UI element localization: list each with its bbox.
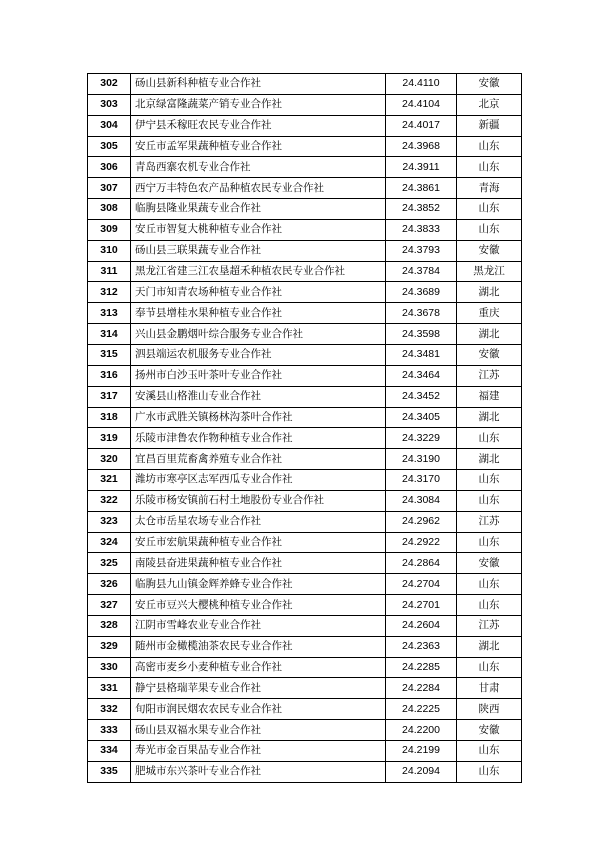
cooperative-name-cell: 兴山县金鹏烟叶综合服务专业合作社 <box>131 324 386 345</box>
score-cell: 24.2094 <box>386 761 457 782</box>
table-row <box>88 324 522 345</box>
province-cell: 甘肃 <box>457 678 522 699</box>
cooperative-name-cell: 临朐县隆业果蔬专业合作社 <box>131 199 386 220</box>
cooperative-name-cell: 青岛西寨农机专业合作社 <box>131 157 386 178</box>
rank-cell: 329 <box>88 636 131 657</box>
province-cell: 山东 <box>457 595 522 616</box>
table-row <box>88 511 522 532</box>
province-cell: 北京 <box>457 94 522 115</box>
cooperative-ranking-table <box>87 73 522 783</box>
rank-cell: 302 <box>88 74 131 95</box>
province-cell: 山东 <box>457 470 522 491</box>
province-cell: 山东 <box>457 574 522 595</box>
rank-cell: 327 <box>88 595 131 616</box>
rank-cell: 330 <box>88 657 131 678</box>
cooperative-name-cell: 临朐县九山镇金辉养蜂专业合作社 <box>131 574 386 595</box>
province-cell: 山东 <box>457 199 522 220</box>
rank-cell: 311 <box>88 261 131 282</box>
province-cell: 山东 <box>457 428 522 449</box>
cooperative-name-cell: 扬州市白沙玉叶茶叶专业合作社 <box>131 365 386 386</box>
score-cell: 24.3170 <box>386 470 457 491</box>
province-cell: 青海 <box>457 178 522 199</box>
province-cell: 安徽 <box>457 553 522 574</box>
province-cell: 湖北 <box>457 636 522 657</box>
cooperative-name-cell: 高密市麦乡小麦种植专业合作社 <box>131 657 386 678</box>
province-cell: 安徽 <box>457 344 522 365</box>
province-cell: 山东 <box>457 761 522 782</box>
cooperative-name-cell: 安溪县山格淮山专业合作社 <box>131 386 386 407</box>
cooperative-name-cell: 泗县端运农机服务专业合作社 <box>131 344 386 365</box>
score-cell: 24.3911 <box>386 157 457 178</box>
table-row <box>88 470 522 491</box>
province-cell: 重庆 <box>457 303 522 324</box>
rank-cell: 320 <box>88 449 131 470</box>
score-cell: 24.2701 <box>386 595 457 616</box>
table-row <box>88 365 522 386</box>
score-cell: 24.3678 <box>386 303 457 324</box>
cooperative-name-cell: 黑龙江省建三江农垦超禾种植农民专业合作社 <box>131 261 386 282</box>
score-cell: 24.3793 <box>386 240 457 261</box>
table-row <box>88 615 522 636</box>
table-row <box>88 240 522 261</box>
score-cell: 24.3481 <box>386 344 457 365</box>
cooperative-name-cell: 乐陵市杨安镇前石村土地股份专业合作社 <box>131 490 386 511</box>
table-row <box>88 428 522 449</box>
province-cell: 福建 <box>457 386 522 407</box>
province-cell: 新疆 <box>457 115 522 136</box>
score-cell: 24.2363 <box>386 636 457 657</box>
rank-cell: 332 <box>88 699 131 720</box>
rank-cell: 310 <box>88 240 131 261</box>
score-cell: 24.2199 <box>386 741 457 762</box>
table-row <box>88 199 522 220</box>
score-cell: 24.4104 <box>386 94 457 115</box>
table-row <box>88 761 522 782</box>
table-row <box>88 94 522 115</box>
score-cell: 24.3229 <box>386 428 457 449</box>
table-row <box>88 157 522 178</box>
rank-cell: 325 <box>88 553 131 574</box>
table-row <box>88 115 522 136</box>
rank-cell: 321 <box>88 470 131 491</box>
table-row <box>88 574 522 595</box>
score-cell: 24.3784 <box>386 261 457 282</box>
province-cell: 山东 <box>457 219 522 240</box>
cooperative-name-cell: 天门市知青农场种植专业合作社 <box>131 282 386 303</box>
cooperative-name-cell: 潍坊市寒亭区志军西瓜专业合作社 <box>131 470 386 491</box>
cooperative-name-cell: 安丘市豆兴大樱桃种植专业合作社 <box>131 595 386 616</box>
rank-cell: 323 <box>88 511 131 532</box>
province-cell: 山东 <box>457 532 522 553</box>
rank-cell: 303 <box>88 94 131 115</box>
province-cell: 山东 <box>457 741 522 762</box>
cooperative-name-cell: 安丘市智复大桃种植专业合作社 <box>131 219 386 240</box>
cooperative-name-cell: 寿光市金百果品专业合作社 <box>131 741 386 762</box>
ranking-table-body <box>88 74 522 783</box>
rank-cell: 324 <box>88 532 131 553</box>
score-cell: 24.3452 <box>386 386 457 407</box>
rank-cell: 309 <box>88 219 131 240</box>
score-cell: 24.2704 <box>386 574 457 595</box>
rank-cell: 304 <box>88 115 131 136</box>
table-row <box>88 74 522 95</box>
score-cell: 24.3852 <box>386 199 457 220</box>
table-row <box>88 636 522 657</box>
table-row <box>88 136 522 157</box>
province-cell: 湖北 <box>457 407 522 428</box>
province-cell: 陕西 <box>457 699 522 720</box>
province-cell: 湖北 <box>457 449 522 470</box>
rank-cell: 334 <box>88 741 131 762</box>
table-row <box>88 678 522 699</box>
cooperative-name-cell: 安丘市宏航果蔬种植专业合作社 <box>131 532 386 553</box>
rank-cell: 312 <box>88 282 131 303</box>
rank-cell: 308 <box>88 199 131 220</box>
score-cell: 24.4017 <box>386 115 457 136</box>
cooperative-name-cell: 安丘市孟军果蔬种植专业合作社 <box>131 136 386 157</box>
table-row <box>88 344 522 365</box>
cooperative-name-cell: 伊宁县禾稼旺农民专业合作社 <box>131 115 386 136</box>
score-cell: 24.2284 <box>386 678 457 699</box>
score-cell: 24.2604 <box>386 615 457 636</box>
table-row <box>88 553 522 574</box>
cooperative-name-cell: 砀山县三联果蔬专业合作社 <box>131 240 386 261</box>
table-row <box>88 386 522 407</box>
table-row <box>88 741 522 762</box>
score-cell: 24.3861 <box>386 178 457 199</box>
cooperative-name-cell: 随州市金橄榄油茶农民专业合作社 <box>131 636 386 657</box>
score-cell: 24.2285 <box>386 657 457 678</box>
table-row <box>88 657 522 678</box>
rank-cell: 326 <box>88 574 131 595</box>
table-row <box>88 490 522 511</box>
cooperative-name-cell: 乐陵市津鲁农作物种植专业合作社 <box>131 428 386 449</box>
score-cell: 24.3084 <box>386 490 457 511</box>
province-cell: 安徽 <box>457 74 522 95</box>
score-cell: 24.3598 <box>386 324 457 345</box>
score-cell: 24.3405 <box>386 407 457 428</box>
score-cell: 24.3833 <box>386 219 457 240</box>
cooperative-name-cell: 肥城市东兴茶叶专业合作社 <box>131 761 386 782</box>
province-cell: 山东 <box>457 136 522 157</box>
table-row <box>88 699 522 720</box>
province-cell: 山东 <box>457 657 522 678</box>
rank-cell: 314 <box>88 324 131 345</box>
province-cell: 黑龙江 <box>457 261 522 282</box>
rank-cell: 306 <box>88 157 131 178</box>
cooperative-name-cell: 砀山县新科种植专业合作社 <box>131 74 386 95</box>
rank-cell: 317 <box>88 386 131 407</box>
score-cell: 24.3190 <box>386 449 457 470</box>
cooperative-name-cell: 旬阳市润民烟农农民专业合作社 <box>131 699 386 720</box>
score-cell: 24.4110 <box>386 74 457 95</box>
table-row <box>88 219 522 240</box>
province-cell: 山东 <box>457 490 522 511</box>
rank-cell: 328 <box>88 615 131 636</box>
table-row <box>88 407 522 428</box>
table-row <box>88 720 522 741</box>
table-row <box>88 282 522 303</box>
cooperative-name-cell: 太仓市岳星农场专业合作社 <box>131 511 386 532</box>
table-row <box>88 532 522 553</box>
cooperative-name-cell: 西宁万丰特色农产品种植农民专业合作社 <box>131 178 386 199</box>
cooperative-name-cell: 宜昌百里荒畜禽养殖专业合作社 <box>131 449 386 470</box>
province-cell: 山东 <box>457 157 522 178</box>
table-row <box>88 178 522 199</box>
rank-cell: 331 <box>88 678 131 699</box>
score-cell: 24.2864 <box>386 553 457 574</box>
rank-cell: 316 <box>88 365 131 386</box>
cooperative-name-cell: 广水市武胜关镇杨林沟茶叶合作社 <box>131 407 386 428</box>
table-row <box>88 261 522 282</box>
table-row <box>88 449 522 470</box>
rank-cell: 333 <box>88 720 131 741</box>
table-row <box>88 595 522 616</box>
rank-cell: 305 <box>88 136 131 157</box>
province-cell: 安徽 <box>457 720 522 741</box>
score-cell: 24.3968 <box>386 136 457 157</box>
score-cell: 24.2225 <box>386 699 457 720</box>
cooperative-name-cell: 南陵县奋进果蔬种植专业合作社 <box>131 553 386 574</box>
province-cell: 江苏 <box>457 365 522 386</box>
cooperative-name-cell: 奉节县增桂水果种植专业合作社 <box>131 303 386 324</box>
rank-cell: 335 <box>88 761 131 782</box>
score-cell: 24.2922 <box>386 532 457 553</box>
province-cell: 湖北 <box>457 324 522 345</box>
score-cell: 24.3689 <box>386 282 457 303</box>
score-cell: 24.2200 <box>386 720 457 741</box>
province-cell: 江苏 <box>457 615 522 636</box>
score-cell: 24.2962 <box>386 511 457 532</box>
cooperative-name-cell: 北京绿富隆蔬菜产销专业合作社 <box>131 94 386 115</box>
rank-cell: 315 <box>88 344 131 365</box>
cooperative-name-cell: 江阴市雪峰农业专业合作社 <box>131 615 386 636</box>
rank-cell: 319 <box>88 428 131 449</box>
province-cell: 安徽 <box>457 240 522 261</box>
province-cell: 湖北 <box>457 282 522 303</box>
rank-cell: 307 <box>88 178 131 199</box>
rank-cell: 322 <box>88 490 131 511</box>
cooperative-name-cell: 静宁县格瑞苹果专业合作社 <box>131 678 386 699</box>
rank-cell: 318 <box>88 407 131 428</box>
cooperative-name-cell: 砀山县双福水果专业合作社 <box>131 720 386 741</box>
score-cell: 24.3464 <box>386 365 457 386</box>
table-row <box>88 303 522 324</box>
province-cell: 江苏 <box>457 511 522 532</box>
rank-cell: 313 <box>88 303 131 324</box>
